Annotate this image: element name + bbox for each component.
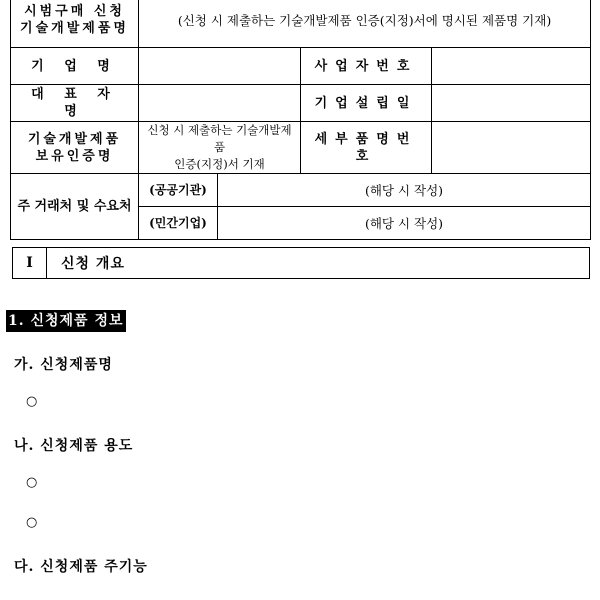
certification-label-line2: 보유인증명 bbox=[35, 148, 114, 164]
subsection-product-usage: 나. 신청제품 용도 bbox=[14, 438, 134, 454]
product-name-label-line2: 기술개발제품명 bbox=[20, 21, 129, 36]
ceo-name-value[interactable] bbox=[139, 85, 301, 122]
application-info-table bbox=[10, 0, 591, 240]
product-info-heading: 1. 신청제품 정보 bbox=[6, 310, 126, 332]
certification-hint-line1: 신청 시 제출하는 기술개발제품 bbox=[147, 123, 292, 154]
certification-hint-line2: 인증(지정)서 기재 bbox=[174, 157, 265, 171]
public-agency-label: (공공기관) bbox=[139, 174, 218, 207]
detail-item-number-value[interactable] bbox=[432, 122, 591, 174]
table-row bbox=[11, 174, 591, 207]
certification-value[interactable] bbox=[139, 122, 301, 174]
subsection-product-function: 다. 신청제품 주기능 bbox=[14, 559, 148, 575]
table-row bbox=[11, 48, 591, 85]
private-company-label: (민간기업) bbox=[139, 207, 218, 240]
bullet-item[interactable]: ○ bbox=[26, 394, 38, 409]
product-name-label bbox=[11, 0, 139, 48]
table-row bbox=[11, 85, 591, 122]
certification-label bbox=[11, 122, 139, 174]
bullet-item[interactable]: ○ bbox=[26, 475, 38, 490]
company-name-value[interactable] bbox=[139, 48, 301, 85]
detail-item-number-label: 세부품명번호 bbox=[301, 122, 432, 174]
main-client-label: 주 거래처 및 수요처 bbox=[11, 174, 139, 240]
section-header bbox=[12, 247, 590, 279]
public-agency-value[interactable]: (해당 시 작성) bbox=[218, 174, 591, 207]
bullet-item[interactable]: ○ bbox=[26, 515, 38, 530]
section-title: 신청 개요 bbox=[61, 256, 125, 272]
table-row bbox=[11, 122, 591, 174]
product-name-label-line1: 시범구매 신청 bbox=[24, 4, 125, 19]
company-name-label: 기 업 명 bbox=[11, 48, 139, 85]
section-number: Ⅰ bbox=[13, 248, 47, 278]
table-row bbox=[11, 0, 591, 48]
founding-date-value[interactable] bbox=[432, 85, 591, 122]
product-name-value[interactable]: (신청 시 제출하는 기술개발제품 인증(지정)서에 명시된 제품명 기재) bbox=[139, 0, 591, 48]
subsection-product-name: 가. 신청제품명 bbox=[14, 357, 113, 373]
ceo-name-label: 대 표 자 명 bbox=[11, 85, 139, 122]
private-company-value[interactable]: (해당 시 작성) bbox=[218, 207, 591, 240]
founding-date-label: 기업설립일 bbox=[301, 85, 432, 122]
certification-label-line1: 기술개발제품 bbox=[27, 131, 122, 147]
business-number-label: 사업자번호 bbox=[301, 48, 432, 85]
business-number-value[interactable] bbox=[432, 48, 591, 85]
